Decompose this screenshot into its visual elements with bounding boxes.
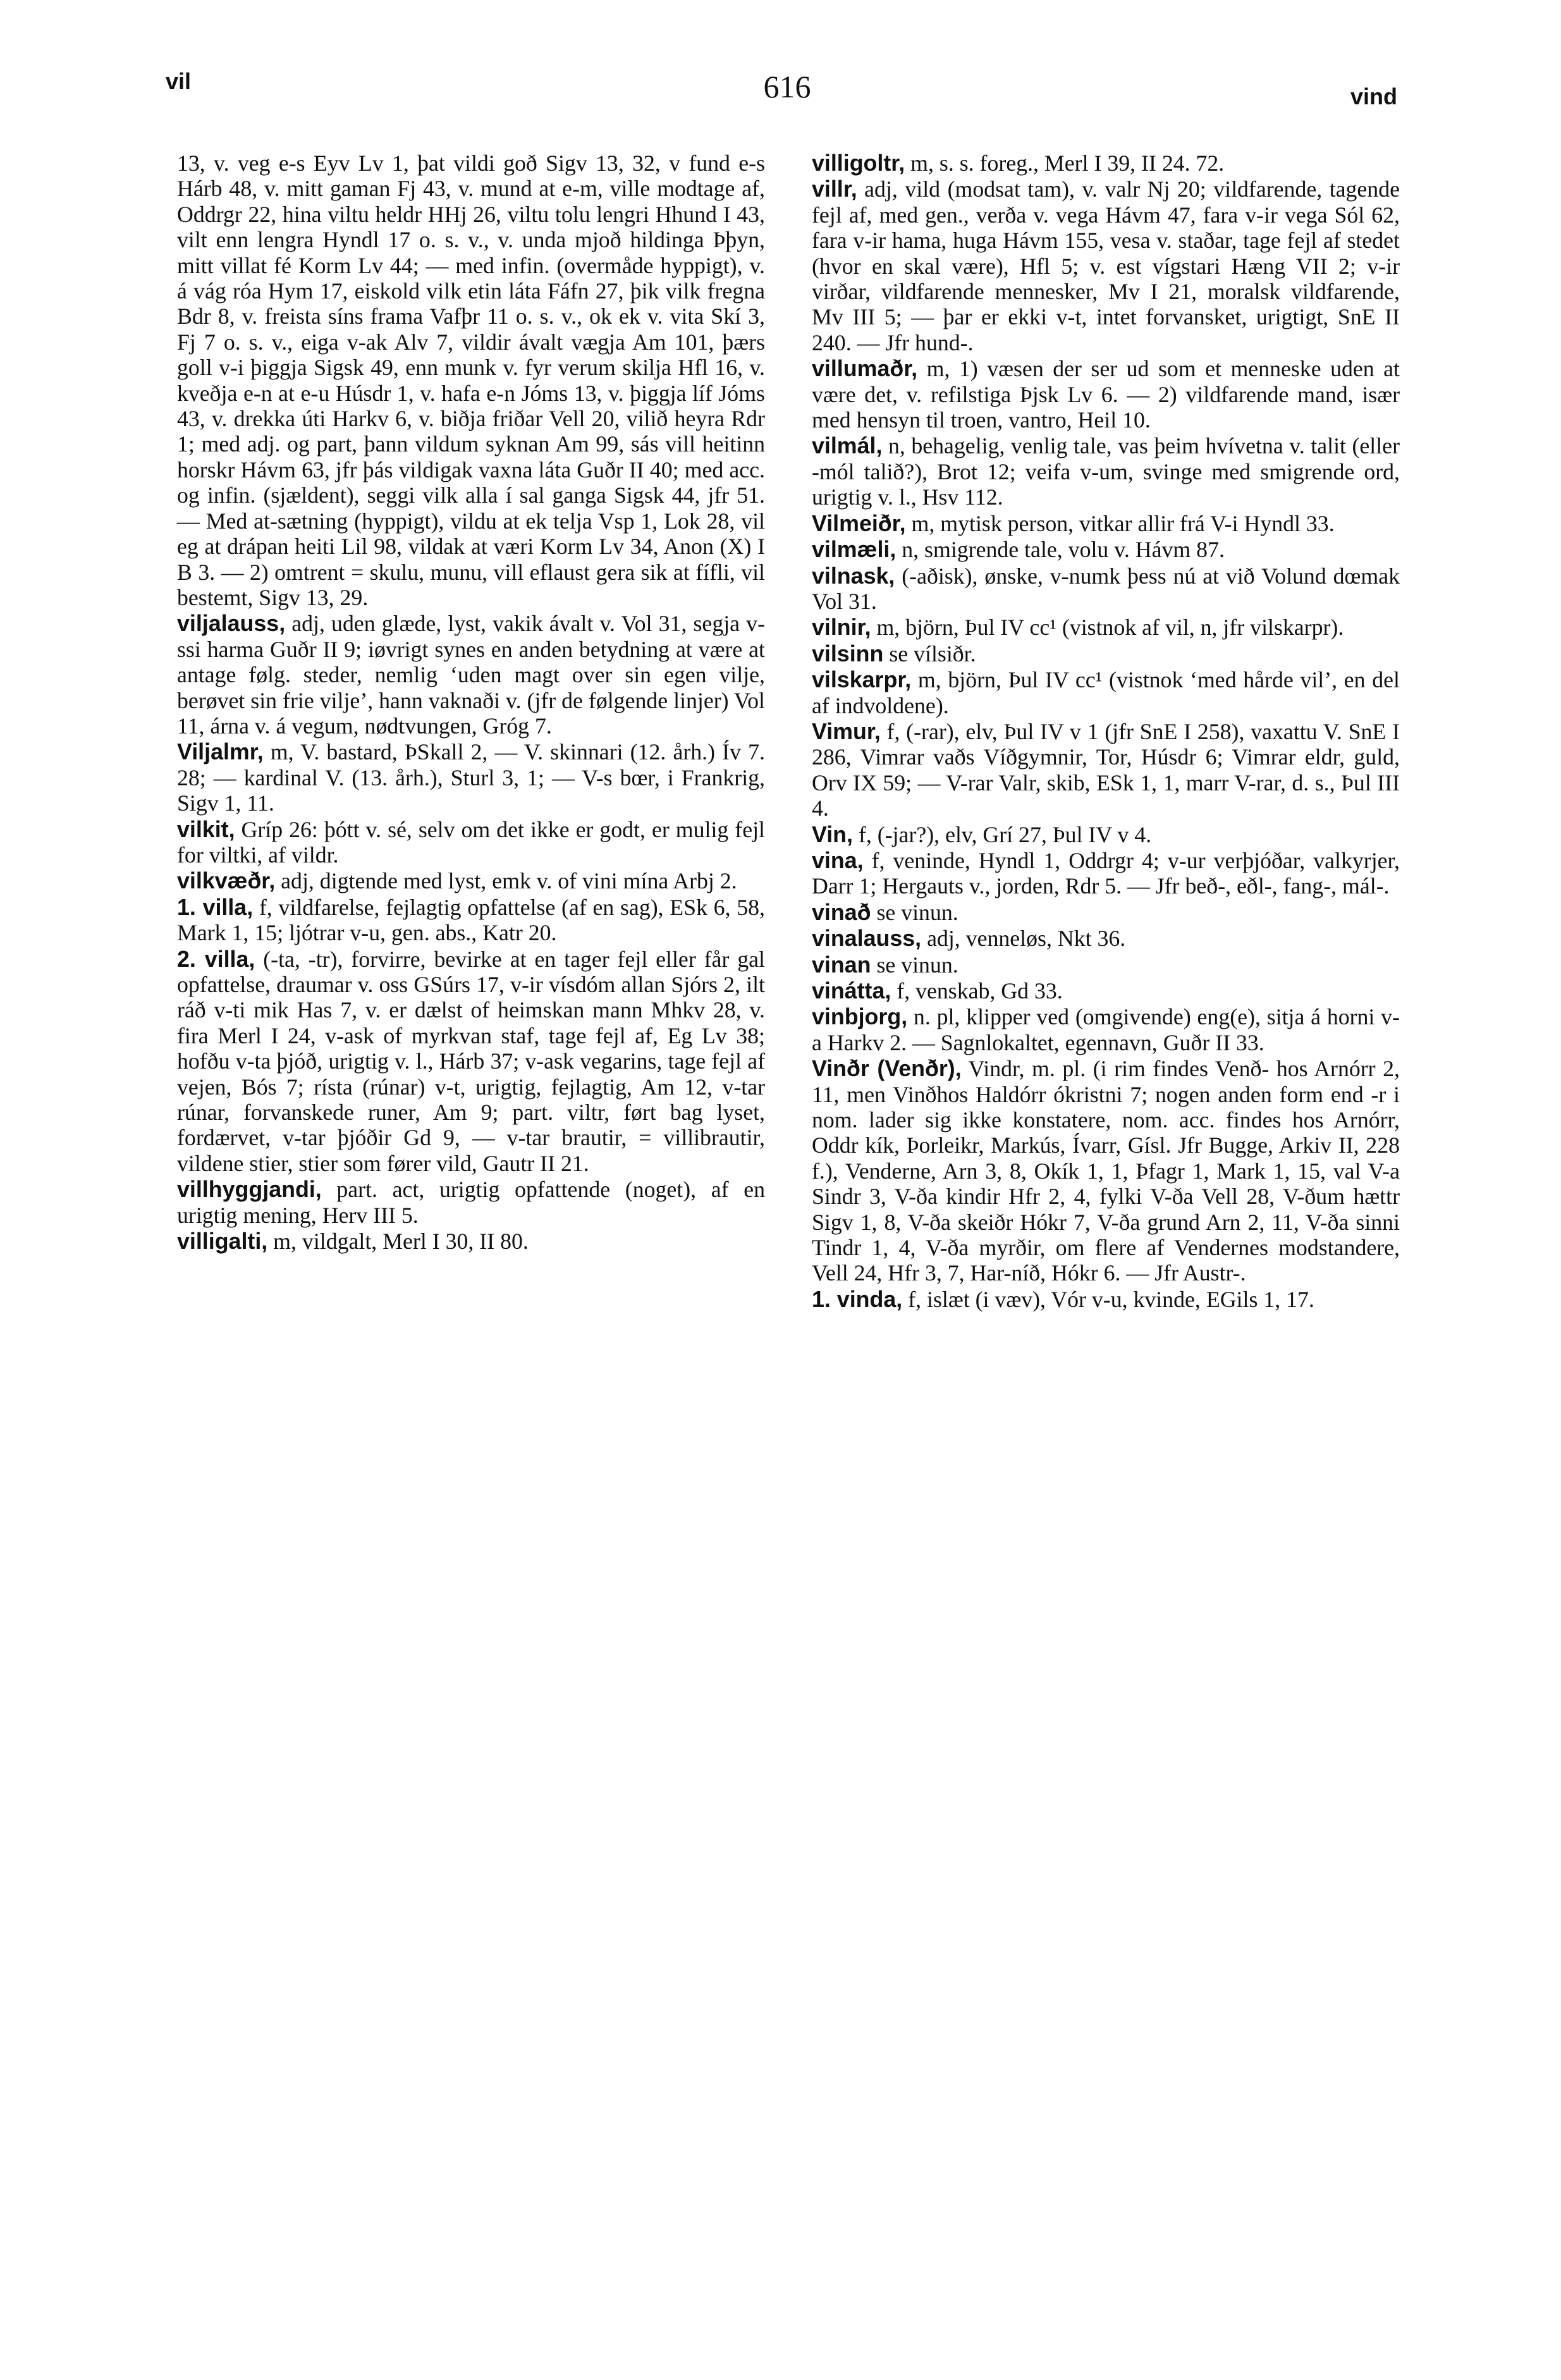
dictionary-entry bbox=[812, 615, 1400, 640]
dictionary-entry bbox=[812, 537, 1400, 562]
entry-body: Vindr, m. pl. (i rim findes Venð- hos Arnórr 2, 11, men Vinðhos Haldórr ókristni 7; nogen anden form end -r i nom. lader sig ikke konstatere, nom. acc. findes hos Arnórr, Oddr kík, Þorleikr, Markús, Ívarr, Gísl. Jfr Bugge, Arkiv II, 228 f.), Venderne, Arn 3, 8, Okík 1, 1, Þfagr 1, Mark 1, 15, val V-a Sindr 3, V-ða kindir Hfr 2, 4, fylki V-ða Vell 28, V-ðum hættr Sigv 1, 8, V-ða skeiðr Hókr 7, V-ða grund Arn 2, 11, V-ða sinni Tindr 1, 4, V-ða myrðir, om flere af Vendernes modstandere, Vell 24, Hfr 3, 7, Har-níð, Hókr 6. — Jfr Austr-. bbox=[812, 1056, 1400, 1286]
entry-headword: vilkit, bbox=[177, 816, 235, 842]
entry-body: m, mytisk person, vitkar allir frá V-i Hyndl 33. bbox=[905, 510, 1335, 536]
dictionary-entry bbox=[812, 822, 1400, 847]
entry-body: f, veninde, Hyndl 1, Oddrgr 4; v-ur verþjóðar, valkyrjer, Darr 1; Hergauts v., jorden, Rdr 5. — Jfr beð-, eðl-, fang-, mál-. bbox=[812, 847, 1400, 899]
entry-headword: vinbjorg, bbox=[812, 1004, 908, 1030]
entry-headword: Vin, bbox=[812, 821, 853, 847]
entry-body: f, (-rar), elv, Þul IV v 1 (jfr SnE I 258), vaxattu V. SnE I 286, Vimrar vaðs Víðgymnir, Tor, Húsdr 6; Vimrar eldr, guld, Orv IX 59; — V-rar Valr, skib, ESk 1, 1, marr V-rar, d. s., Þul III 4. bbox=[812, 718, 1400, 821]
right-column bbox=[812, 150, 1400, 1313]
dictionary-entry bbox=[812, 433, 1400, 510]
entry-headword: villumaðr, bbox=[812, 356, 918, 382]
entry-headword: vinað bbox=[812, 899, 871, 925]
running-head-left: vil bbox=[166, 68, 192, 94]
entry-headword: villr, bbox=[812, 176, 857, 202]
dictionary-entry bbox=[812, 1287, 1400, 1312]
page-number: 616 bbox=[763, 69, 811, 104]
entry-headword: 2. villa, bbox=[177, 946, 255, 972]
entry-body: (-ta, -tr), forvirre, bevirke at en tager fejl eller får gal opfattelse, draumar v. oss GSúrs 17, v-ir vísdóm allan Sjórs 2, ilt ráð v-ti mik Has 7, v. er dælst of heimskan mann Mhkv 28, v. fira Merl I 24, v-ask of myrkvan staf, tage fejl af, Eg Lv 38; hofðu v-ta þjóð, urigtig v. l., Hárb 37; v-ask vegarins, tage fejl af vejen, Bós 7; rísta (rúnar) v-t, urigtig, fejlagtig, Am 12, v-tar rúnar, forvanskede runer, Am 9; part. viltr, ført bag lyset, fordærvet, v-tar þjóðir Gd 9, — v-tar brautir, = villibrautir, vildene stier, stier som fører vild, Gautr II 21. bbox=[177, 946, 765, 1176]
dictionary-entry bbox=[812, 563, 1400, 615]
dictionary-entry bbox=[177, 739, 765, 816]
entry-headword: vinalauss, bbox=[812, 926, 922, 952]
entry-headword: 1. villa, bbox=[177, 894, 254, 920]
entry-headword: vilnir, bbox=[812, 615, 871, 641]
dictionary-entry bbox=[812, 926, 1400, 951]
entry-body: f, vildfarelse, fejlagtig opfattelse (af en sag), ESk 6, 58, Mark 1, 15; ljótrar v-u, gen. abs., Katr 20. bbox=[177, 894, 765, 946]
dictionary-entry bbox=[812, 900, 1400, 925]
entry-body: se vílsiðr. bbox=[883, 641, 976, 666]
entry-body: part. act, urigtig opfattende (noget), af en urigtig mening, Herv III 5. bbox=[177, 1177, 765, 1228]
dictionary-entry bbox=[812, 641, 1400, 666]
entry-headword: Vilmeiðr, bbox=[812, 510, 906, 536]
entry-headword: vilkvæðr, bbox=[177, 868, 276, 894]
entry-body: adj, uden glæde, lyst, vakik ávalt v. Vol 31, segja v-ssi harma Guðr II 9; iøvrigt synes en anden betydning at være at antage følg. steder, nemlig ‘uden magt over sin egen vilje, berøvet sin frie vilje’, hann vaknaði v. (jfr de følgende linjer) Vol 11, árna v. á vegum, nødtvungen, Gróg 7. bbox=[177, 611, 765, 739]
entry-headword: vilsinn bbox=[812, 641, 884, 666]
entry-body: se vinun. bbox=[871, 899, 958, 925]
entry-headword: villhyggjandi, bbox=[177, 1177, 322, 1203]
dictionary-entry bbox=[812, 1056, 1400, 1286]
dictionary-entry bbox=[812, 719, 1400, 821]
dictionary-entry bbox=[177, 817, 765, 868]
dictionary-entry bbox=[177, 1177, 765, 1228]
entry-headword: vilnask, bbox=[812, 563, 895, 589]
entry-headword: vinátta, bbox=[812, 978, 891, 1003]
entry-body: n. pl, klipper ved (omgivende) eng(e), sitja á horni v-a Harkv 2. — Sagnlokaltet, egennavn, Guðr II 33. bbox=[812, 1004, 1400, 1055]
running-head-right: vind bbox=[1350, 83, 1397, 109]
entry-body: m, V. bastard, ÞSkall 2, — V. skinnari (12. årh.) Ív 7. 28; — kardinal V. (13. årh.), Sturl 3, 1; — V-s bœr, i Frankrig, Sigv 1, 11. bbox=[177, 739, 765, 816]
entry-body: m, björn, Þul IV cc¹ (vistnok af vil, n, jfr vilskarpr). bbox=[871, 615, 1344, 641]
dictionary-entry bbox=[177, 611, 765, 739]
entry-body: f, (-jar?), elv, Grí 27, Þul IV v 4. bbox=[853, 821, 1152, 847]
dictionary-entry bbox=[177, 1229, 765, 1254]
dictionary-entry bbox=[812, 176, 1400, 355]
entry-headword: vilmæli, bbox=[812, 537, 897, 563]
dictionary-entry bbox=[812, 978, 1400, 1003]
entry-body: adj, digtende med lyst, emk v. of vini mína Arbj 2. bbox=[275, 868, 737, 894]
entry-body: m, vildgalt, Merl I 30, II 80. bbox=[267, 1229, 529, 1254]
dictionary-entry bbox=[177, 947, 765, 1177]
entry-body: m, björn, Þul IV cc¹ (vistnok ‘med hårde vil’, en del af indvoldene). bbox=[812, 667, 1400, 718]
entry-headword: Viljalmr, bbox=[177, 739, 264, 765]
entry-body: 13, v. veg e-s Eyv Lv 1, þat vildi goð Sigv 13, 32, v fund e-s Hárb 48, v. mitt gaman Fj 43, v. mund at e-m, ville modtage af, Oddrgr 22, hina viltu heldr HHj 26, viltu tolu lengri Hhund I 43, vilt enn lengra Hyndl 17 o. s. v., v. unda mjoð hildinga Þþyn, mitt villat fé Korm Lv 44; — med infin. (overmåde hyppigt), v. á vág róa Hym 17, eiskold vilk etin láta Fáfn 27, þik vilk fregna Bdr 8, v. freista síns frama Vafþr 11 o. s. v., ok ek v. vita Skí 3, Fj 7 o. s. v., eiga v-ak Alv 7, vildir ávalt vægja Am 101, þærs goll v-i þiggja Sigsk 49, enn munk v. fyr verum skilja Hfl 16, v. kveðja e-n at e-u Húsdr 1, v. hafa e-n Jóms 13, v. þiggja líf Jóms 43, v. drekka úti Harkv 6, v. biðja friðar Vell 20, vilið heyra Rdr 1; med adj. og part, þann vildum syknan Am 99, sás vill heitinn horskr Hávm 63, jfr þás vildigak vaxna láta Guðr II 40; med acc. og infin. (sjældent), seggi vilk alla í sal ganga Sigsk 44, jfr 51. — Med at-sætning (hyppigt), vildu at ek telja Vsp 1, Lok 28, vil eg at drápan heiti Lil 98, vildak at væri Korm Lv 34, Anon (X) I B 3. — 2) omtrent = skulu, munu, vill eflaust gera sik at fífli, vil bestemt, Sigv 13, 29. bbox=[177, 150, 765, 610]
entry-body: n, smigrende tale, volu v. Hávm 87. bbox=[896, 537, 1225, 563]
entry-headword: 1. vinda, bbox=[812, 1286, 903, 1312]
entry-body: adj, vild (modsat tam), v. valr Nj 20; vildfarende, tagende fejl af, med gen., verða v. vega Hávm 47, fara v-ir vega Sól 62, fara v-ir hama, huga Hávm 155, vesa v. staðar, tage fejl af stedet (hvor en skal være), Hfl 5; v. est vígstari Hæng VII 2; v-ir virðar, vildfarende mennesker, Mv I 21, moralsk vildfarende, Mv III 5; — þar er ekki v-t, intet forvansket, urigtigt, SnE II 240. — Jfr hund-. bbox=[812, 176, 1400, 355]
entry-body: m, 1) væsen der ser ud som et menneske uden at være det, v. refilstiga Þjsk Lv 6. — 2) vildfarende mand, især med hensyn til troen, vantro, Heil 10. bbox=[812, 356, 1400, 433]
dictionary-entry bbox=[812, 511, 1400, 536]
dictionary-entry bbox=[812, 1004, 1400, 1055]
entry-headword: vina, bbox=[812, 847, 864, 873]
entry-body: Gríp 26: þótt v. sé, selv om det ikke er godt, er mulig fejl for viltki, af vildr. bbox=[177, 816, 765, 868]
dictionary-entry bbox=[177, 895, 765, 946]
left-column bbox=[177, 150, 765, 1254]
dictionary-entry bbox=[177, 150, 765, 610]
entry-body: m, s. s. foreg., Merl I 39, II 24. 72. bbox=[905, 150, 1225, 176]
entry-headword: villigoltr, bbox=[812, 150, 905, 176]
entry-headword: villigalti, bbox=[177, 1229, 268, 1254]
entry-headword: vilskarpr, bbox=[812, 667, 912, 693]
entry-headword: vilmál, bbox=[812, 433, 883, 459]
entry-body: se vinun. bbox=[871, 952, 958, 978]
entry-body: f, islæt (i væv), Vór v-u, kvinde, EGils 1, 17. bbox=[902, 1286, 1314, 1312]
entry-headword: vinan bbox=[812, 952, 871, 978]
entry-headword: Vimur, bbox=[812, 718, 881, 744]
entry-body: f, venskab, Gd 33. bbox=[891, 978, 1063, 1003]
entry-headword: viljalauss, bbox=[177, 611, 286, 637]
entry-body: n, behagelig, venlig tale, vas þeim hvívetna v. talit (eller -mól talið?), Brot 12; veifa v-um, svinge med smigrende ord, urigtig v. l., Hsv 112. bbox=[812, 433, 1400, 510]
dictionary-entry bbox=[812, 848, 1400, 899]
entry-headword: Vinðr (Venðr), bbox=[812, 1056, 962, 1082]
dictionary-entry bbox=[812, 150, 1400, 176]
entry-body: (-aðisk), ønske, v-numk þess nú at við Volund dœmak Vol 31. bbox=[812, 563, 1400, 614]
entry-body: adj, venneløs, Nkt 36. bbox=[921, 926, 1126, 952]
dictionary-entry bbox=[812, 667, 1400, 718]
dictionary-entry bbox=[177, 868, 765, 893]
dictionary-entry bbox=[812, 356, 1400, 432]
dictionary-entry bbox=[812, 952, 1400, 978]
